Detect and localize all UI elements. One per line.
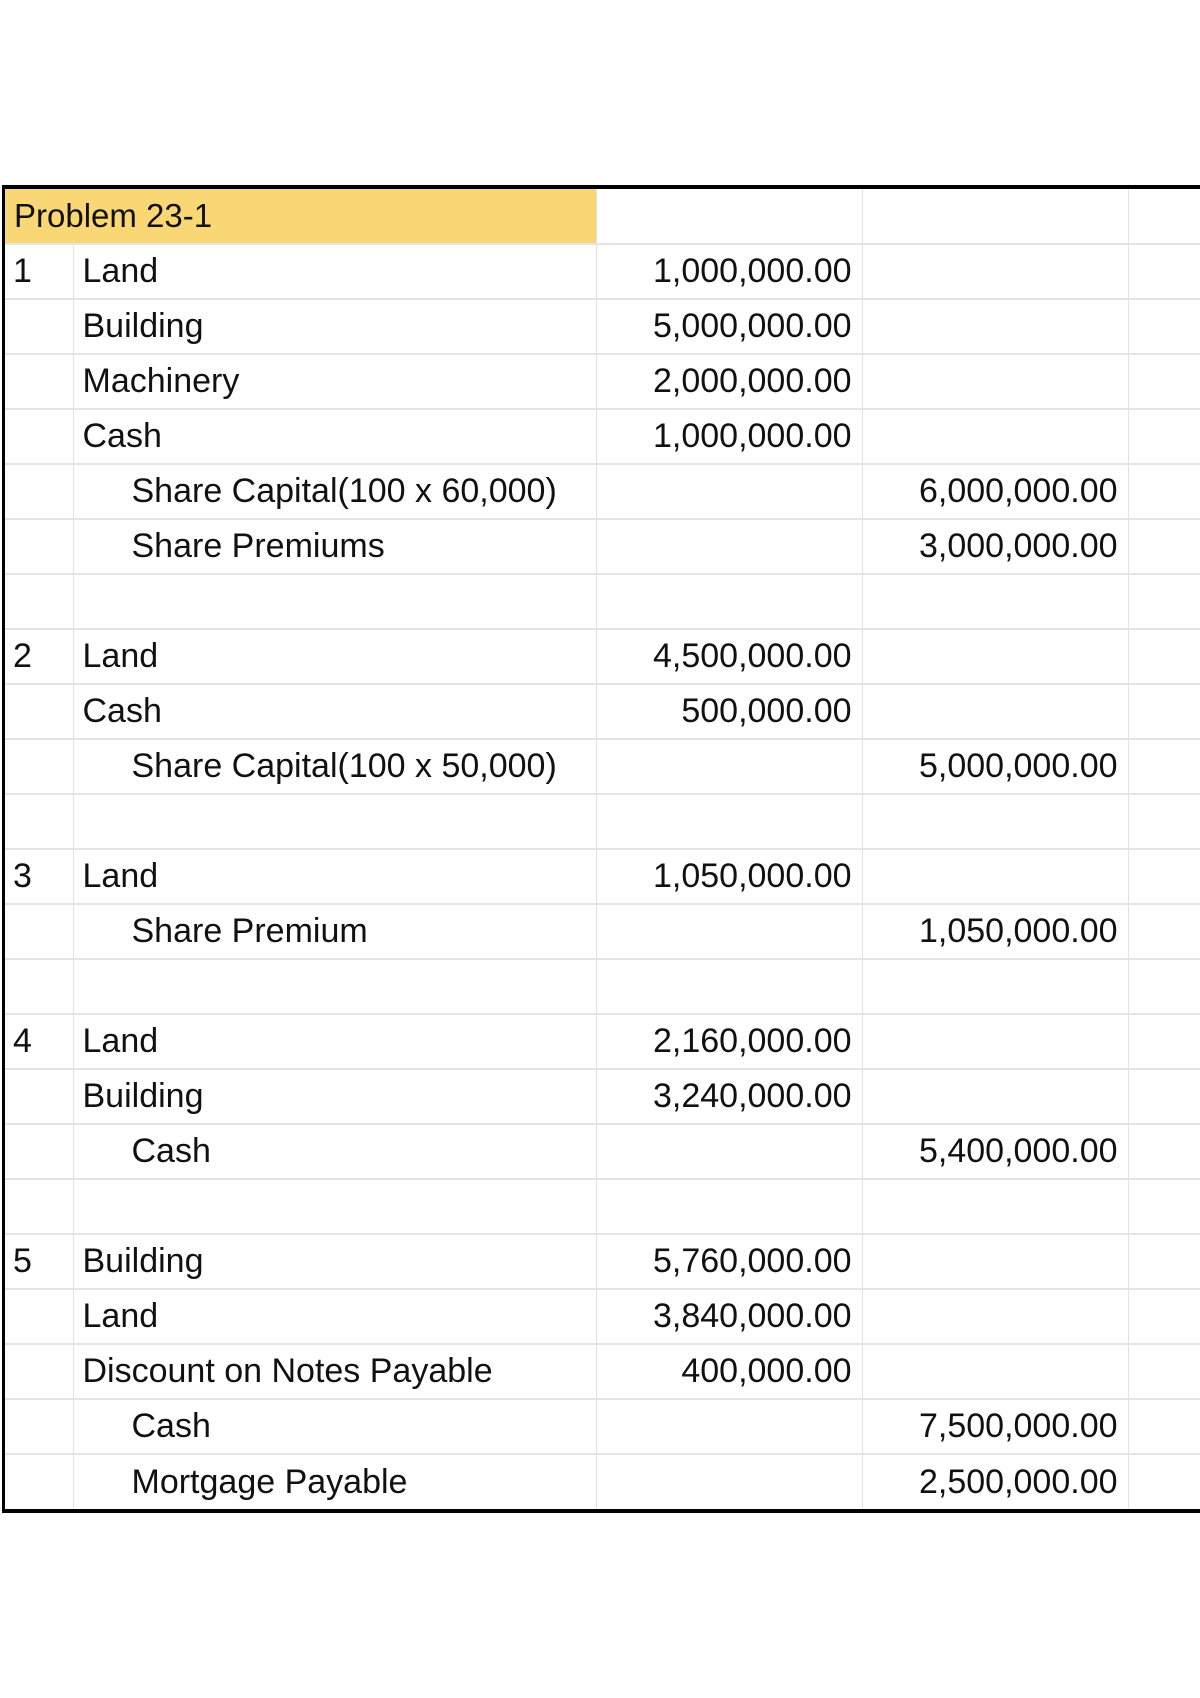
account-name-cell[interactable]: Cash [73,1399,596,1454]
empty-cell[interactable] [1128,519,1200,574]
credit-amount-cell[interactable]: 5,400,000.00 [862,1124,1128,1179]
debit-amount-cell[interactable] [596,1454,862,1509]
empty-cell[interactable] [1128,1289,1200,1344]
journal-row [5,739,1200,794]
account-name-cell[interactable]: Mortgage Payable [73,1454,596,1509]
credit-amount-cell[interactable]: 1,050,000.00 [862,904,1128,959]
empty-cell[interactable] [1128,409,1200,464]
entry-number-cell[interactable] [5,1344,73,1399]
account-name-cell[interactable]: Discount on Notes Payable [73,1344,596,1399]
journal-table [5,189,1200,1509]
account-name-cell[interactable]: Share Premiums [73,519,596,574]
debit-amount-cell[interactable] [596,1399,862,1454]
empty-cell[interactable] [1128,1344,1200,1399]
empty-cell[interactable] [1128,464,1200,519]
journal-row [5,1344,1200,1399]
empty-cell[interactable] [1128,1124,1200,1179]
journal-row [5,1454,1200,1509]
entry-number-cell[interactable] [5,794,73,849]
empty-cell[interactable] [862,189,1128,244]
entry-number-cell[interactable] [5,1454,73,1509]
debit-amount-cell[interactable]: 3,840,000.00 [596,1289,862,1344]
account-name-cell[interactable]: Building [73,1069,596,1124]
journal-row [5,464,1200,519]
credit-amount-cell[interactable]: 3,000,000.00 [862,519,1128,574]
entry-number-cell[interactable] [5,299,73,354]
empty-cell[interactable] [1128,849,1200,904]
account-name-cell[interactable]: Share Capital(100 x 60,000) [73,464,596,519]
account-name-cell[interactable]: Cash [73,684,596,739]
account-name-cell[interactable]: Building [73,299,596,354]
entry-number-cell[interactable] [5,464,73,519]
account-name-cell[interactable] [73,574,596,629]
journal-row [5,629,1200,684]
empty-cell[interactable] [1128,1399,1200,1454]
journal-row [5,574,1200,629]
journal-row [5,1289,1200,1344]
debit-amount-cell[interactable]: 1,000,000.00 [596,409,862,464]
empty-cell[interactable] [1128,1179,1200,1234]
empty-cell[interactable] [596,189,862,244]
account-name-cell[interactable]: Land [73,1289,596,1344]
credit-amount-cell[interactable]: 5,000,000.00 [862,739,1128,794]
credit-amount-cell[interactable]: 6,000,000.00 [862,464,1128,519]
empty-cell[interactable] [1128,794,1200,849]
entry-number-cell[interactable] [5,1289,73,1344]
empty-cell[interactable] [1128,959,1200,1014]
entry-number-cell[interactable] [5,959,73,1014]
credit-amount-cell[interactable] [862,629,1128,684]
journal-row [5,1179,1200,1234]
empty-cell[interactable] [1128,1014,1200,1069]
problem-title[interactable]: Problem 23-1 [5,189,596,244]
title-row [5,189,1200,244]
empty-cell[interactable] [1128,1454,1200,1509]
credit-amount-cell[interactable] [862,849,1128,904]
empty-cell[interactable] [1128,904,1200,959]
entry-number-cell[interactable]: 5 [5,1234,73,1289]
credit-amount-cell[interactable] [862,794,1128,849]
account-name-cell[interactable] [73,794,596,849]
journal-row [5,684,1200,739]
entry-number-cell[interactable] [5,354,73,409]
journal-row [5,904,1200,959]
empty-cell[interactable] [1128,354,1200,409]
debit-amount-cell[interactable] [596,519,862,574]
credit-amount-cell[interactable] [862,684,1128,739]
credit-amount-cell[interactable] [862,1234,1128,1289]
debit-amount-cell[interactable]: 2,000,000.00 [596,354,862,409]
entry-number-cell[interactable] [5,409,73,464]
debit-amount-cell[interactable] [596,464,862,519]
empty-cell[interactable] [1128,684,1200,739]
entry-number-cell[interactable]: 2 [5,629,73,684]
credit-amount-cell[interactable] [862,574,1128,629]
debit-amount-cell[interactable]: 4,500,000.00 [596,629,862,684]
debit-amount-cell[interactable]: 5,760,000.00 [596,1234,862,1289]
account-name-cell[interactable] [73,959,596,1014]
credit-amount-cell[interactable]: 2,500,000.00 [862,1454,1128,1509]
credit-amount-cell[interactable] [862,299,1128,354]
journal-entries-sheet [2,185,1200,1513]
empty-cell[interactable] [1128,189,1200,244]
empty-cell[interactable] [1128,1234,1200,1289]
debit-amount-cell[interactable] [596,1124,862,1179]
account-name-cell[interactable]: Building [73,1234,596,1289]
account-name-cell[interactable]: Cash [73,409,596,464]
journal-row [5,1014,1200,1069]
journal-row [5,1124,1200,1179]
debit-amount-cell[interactable] [596,794,862,849]
credit-amount-cell[interactable] [862,1289,1128,1344]
journal-rows [5,189,1200,1509]
account-name-cell[interactable]: Land [73,849,596,904]
empty-cell[interactable] [1128,1069,1200,1124]
journal-row [5,409,1200,464]
account-name-cell[interactable]: Share Capital(100 x 50,000) [73,739,596,794]
debit-amount-cell[interactable] [596,904,862,959]
empty-cell[interactable] [1128,739,1200,794]
journal-row [5,959,1200,1014]
entry-number-cell[interactable] [5,1179,73,1234]
journal-row [5,849,1200,904]
journal-row [5,1234,1200,1289]
entry-number-cell[interactable]: 1 [5,244,73,299]
entry-number-cell[interactable] [5,1399,73,1454]
entry-number-cell[interactable] [5,574,73,629]
entry-number-cell[interactable]: 3 [5,849,73,904]
account-name-cell[interactable]: Land [73,1014,596,1069]
journal-row [5,794,1200,849]
debit-amount-cell[interactable] [596,1179,862,1234]
credit-amount-cell[interactable] [862,354,1128,409]
credit-amount-cell[interactable] [862,1344,1128,1399]
credit-amount-cell[interactable] [862,1069,1128,1124]
empty-cell[interactable] [1128,574,1200,629]
credit-amount-cell[interactable] [862,959,1128,1014]
account-name-cell[interactable] [73,1179,596,1234]
entry-number-cell[interactable] [5,739,73,794]
credit-amount-cell[interactable] [862,1179,1128,1234]
debit-amount-cell[interactable]: 1,000,000.00 [596,244,862,299]
journal-row [5,244,1200,299]
account-name-cell[interactable]: Machinery [73,354,596,409]
entry-number-cell[interactable] [5,1069,73,1124]
debit-amount-cell[interactable]: 3,240,000.00 [596,1069,862,1124]
entry-number-cell[interactable]: 4 [5,1014,73,1069]
entry-number-cell[interactable] [5,904,73,959]
credit-amount-cell[interactable] [862,1014,1128,1069]
empty-cell[interactable] [1128,244,1200,299]
debit-amount-cell[interactable] [596,574,862,629]
account-name-cell[interactable]: Cash [73,1124,596,1179]
journal-row [5,354,1200,409]
credit-amount-cell[interactable] [862,244,1128,299]
debit-amount-cell[interactable] [596,739,862,794]
journal-row [5,299,1200,354]
debit-amount-cell[interactable]: 500,000.00 [596,684,862,739]
account-name-cell[interactable]: Land [73,244,596,299]
journal-row [5,1069,1200,1124]
account-name-cell[interactable]: Land [73,629,596,684]
debit-amount-cell[interactable]: 400,000.00 [596,1344,862,1399]
debit-amount-cell[interactable] [596,959,862,1014]
debit-amount-cell[interactable]: 2,160,000.00 [596,1014,862,1069]
entry-number-cell[interactable] [5,684,73,739]
debit-amount-cell[interactable]: 5,000,000.00 [596,299,862,354]
debit-amount-cell[interactable]: 1,050,000.00 [596,849,862,904]
credit-amount-cell[interactable] [862,409,1128,464]
entry-number-cell[interactable] [5,519,73,574]
empty-cell[interactable] [1128,629,1200,684]
empty-cell[interactable] [1128,299,1200,354]
journal-row [5,1399,1200,1454]
credit-amount-cell[interactable]: 7,500,000.00 [862,1399,1128,1454]
journal-row [5,519,1200,574]
account-name-cell[interactable]: Share Premium [73,904,596,959]
entry-number-cell[interactable] [5,1124,73,1179]
